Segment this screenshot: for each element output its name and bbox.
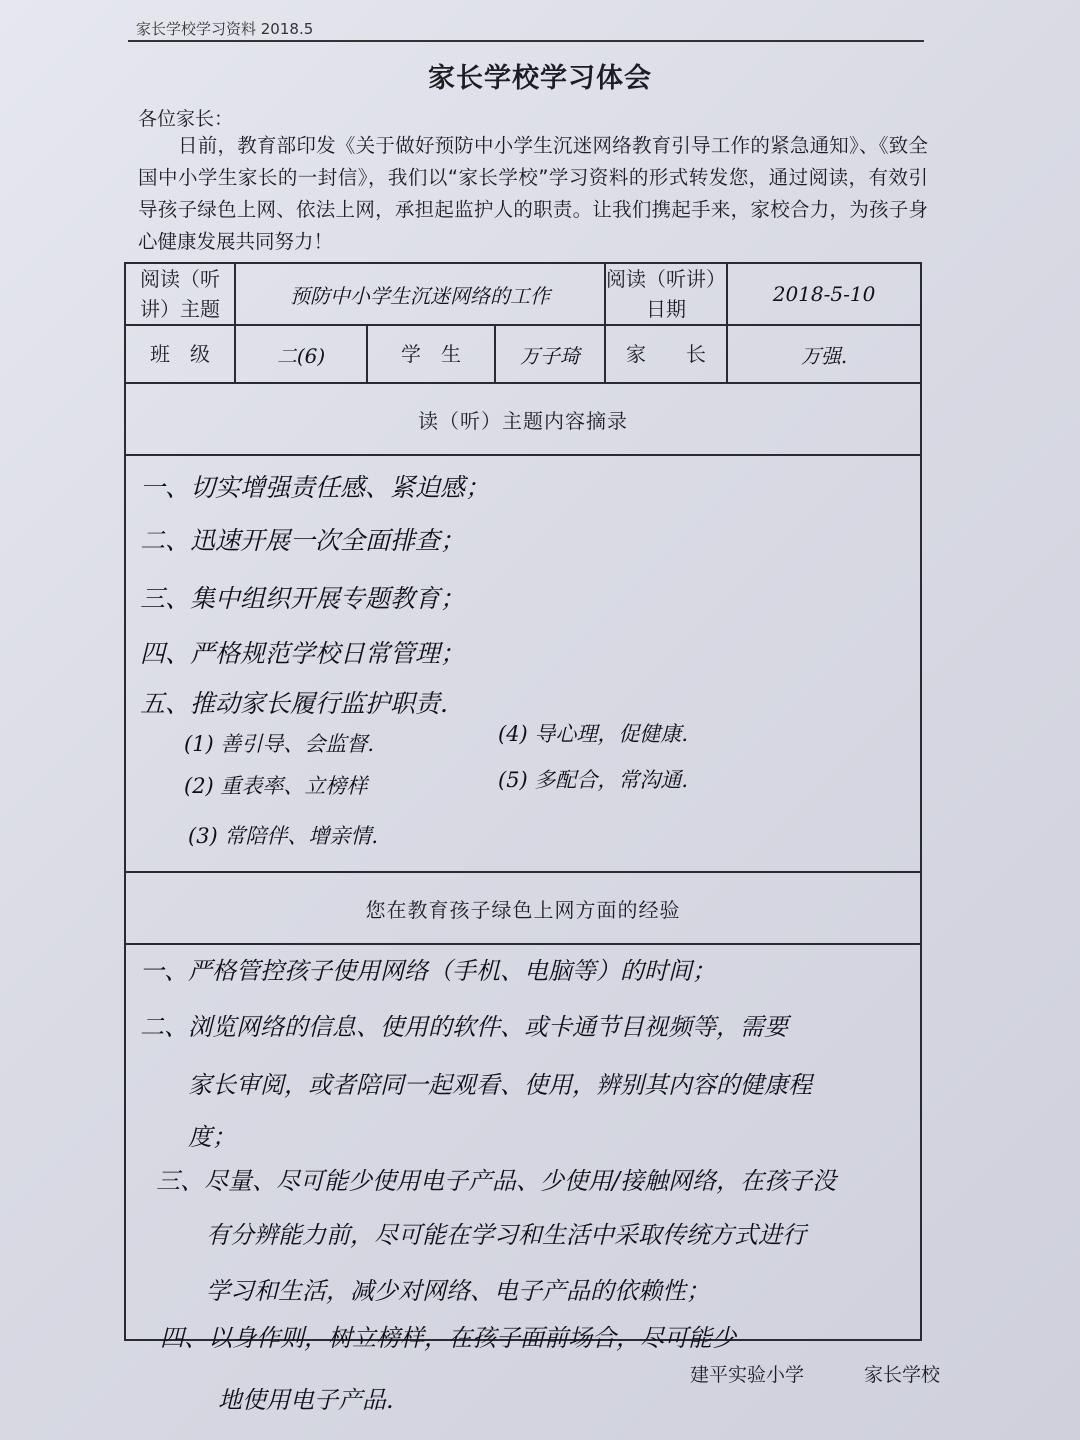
class-row xyxy=(125,325,921,383)
excerpt-heading: 读（听）主题内容摘录 xyxy=(125,383,921,455)
excerpt-content xyxy=(125,455,921,872)
student-value: 万子琦 xyxy=(495,325,605,383)
header-rule xyxy=(128,40,924,42)
excerpt-sub-item: (3) 常陪伴、增亲情. xyxy=(188,824,379,848)
parent-value: 万强. xyxy=(727,325,921,383)
excerpt-heading-row xyxy=(125,383,921,455)
experience-line: 有分辨能力前，尽可能在学习和生活中采取传统方式进行 xyxy=(206,1221,806,1249)
class-label: 班 级 xyxy=(125,325,235,383)
date-value: 2018-5-10 xyxy=(727,263,921,325)
experience-heading-row xyxy=(125,872,921,944)
experience-line: 一、严格管控孩子使用网络（手机、电脑等）的时间； xyxy=(140,957,716,985)
date-label: 阅读（听讲）日期 xyxy=(605,263,727,325)
experience-line: 三、尽量、尽可能少使用电子产品、少使用/接触网络，在孩子没 xyxy=(156,1167,837,1195)
topic-value: 预防中小学生沉迷网络的工作 xyxy=(235,263,605,325)
experience-content-row xyxy=(125,944,921,1340)
topic-row xyxy=(125,263,921,325)
excerpt-item: 四、严格规范学校日常管理； xyxy=(140,639,466,668)
parent-label: 家 长 xyxy=(605,325,727,383)
intro-paragraph: 日前，教育部印发《关于做好预防中小学生沉迷网络教育引导工作的紧急通知》、《致全国中小学生家长的一封信》，我们以“家长学校”学习资料的形式转发您，通过阅读，有效引导孩子绿色上网、依法上网，承担起监护人的职责。让我们携起手来，家校合力，为孩子身心健康发展共同努力！ xyxy=(138,134,928,253)
experience-line: 地使用电子产品. xyxy=(218,1386,394,1414)
experience-heading: 您在教育孩子绿色上网方面的经验 xyxy=(125,872,921,944)
excerpt-sub-item: (1) 善引导、会监督. xyxy=(184,732,375,756)
greeting: 各位家长： xyxy=(138,108,234,130)
excerpt-content-row xyxy=(125,455,921,872)
class-value: 二(6) xyxy=(235,325,367,383)
excerpt-item: 三、集中组织开展专题教育； xyxy=(140,584,466,613)
header-note: 家长学校学习资料 2018.5 xyxy=(136,20,314,38)
experience-line: 学习和生活，减少对网络、电子产品的依赖性； xyxy=(206,1277,710,1305)
experience-content xyxy=(125,944,921,1340)
student-label: 学 生 xyxy=(367,325,495,383)
experience-line: 家长审阅，或者陪同一起观看、使用，辨别其内容的健康程 xyxy=(188,1071,812,1099)
experience-line: 度； xyxy=(188,1123,236,1151)
experience-line: 四、以身作则，树立榜样，在孩子面前场合，尽可能少 xyxy=(160,1324,736,1352)
study-form-table xyxy=(124,262,922,1341)
footer-org: 家长学校 xyxy=(864,1364,941,1386)
excerpt-sub-item: (4) 导心理，促健康. xyxy=(498,722,689,746)
experience-line: 二、浏览网络的信息、使用的软件、或卡通节目视频等，需要 xyxy=(140,1013,788,1041)
excerpt-item: 二、迅速开展一次全面排查； xyxy=(140,526,466,555)
page-title: 家长学校学习体会 xyxy=(428,63,652,94)
excerpt-sub-item: (2) 重表率、立榜样 xyxy=(184,774,368,798)
excerpt-item: 一、切实增强责任感、紧迫感； xyxy=(140,473,491,502)
footer-school: 建平实验小学 xyxy=(690,1364,805,1386)
topic-label: 阅读（听讲）主题 xyxy=(125,263,235,325)
excerpt-sub-item: (5) 多配合，常沟通. xyxy=(498,768,689,792)
excerpt-item: 五、推动家长履行监护职责. xyxy=(140,689,448,718)
